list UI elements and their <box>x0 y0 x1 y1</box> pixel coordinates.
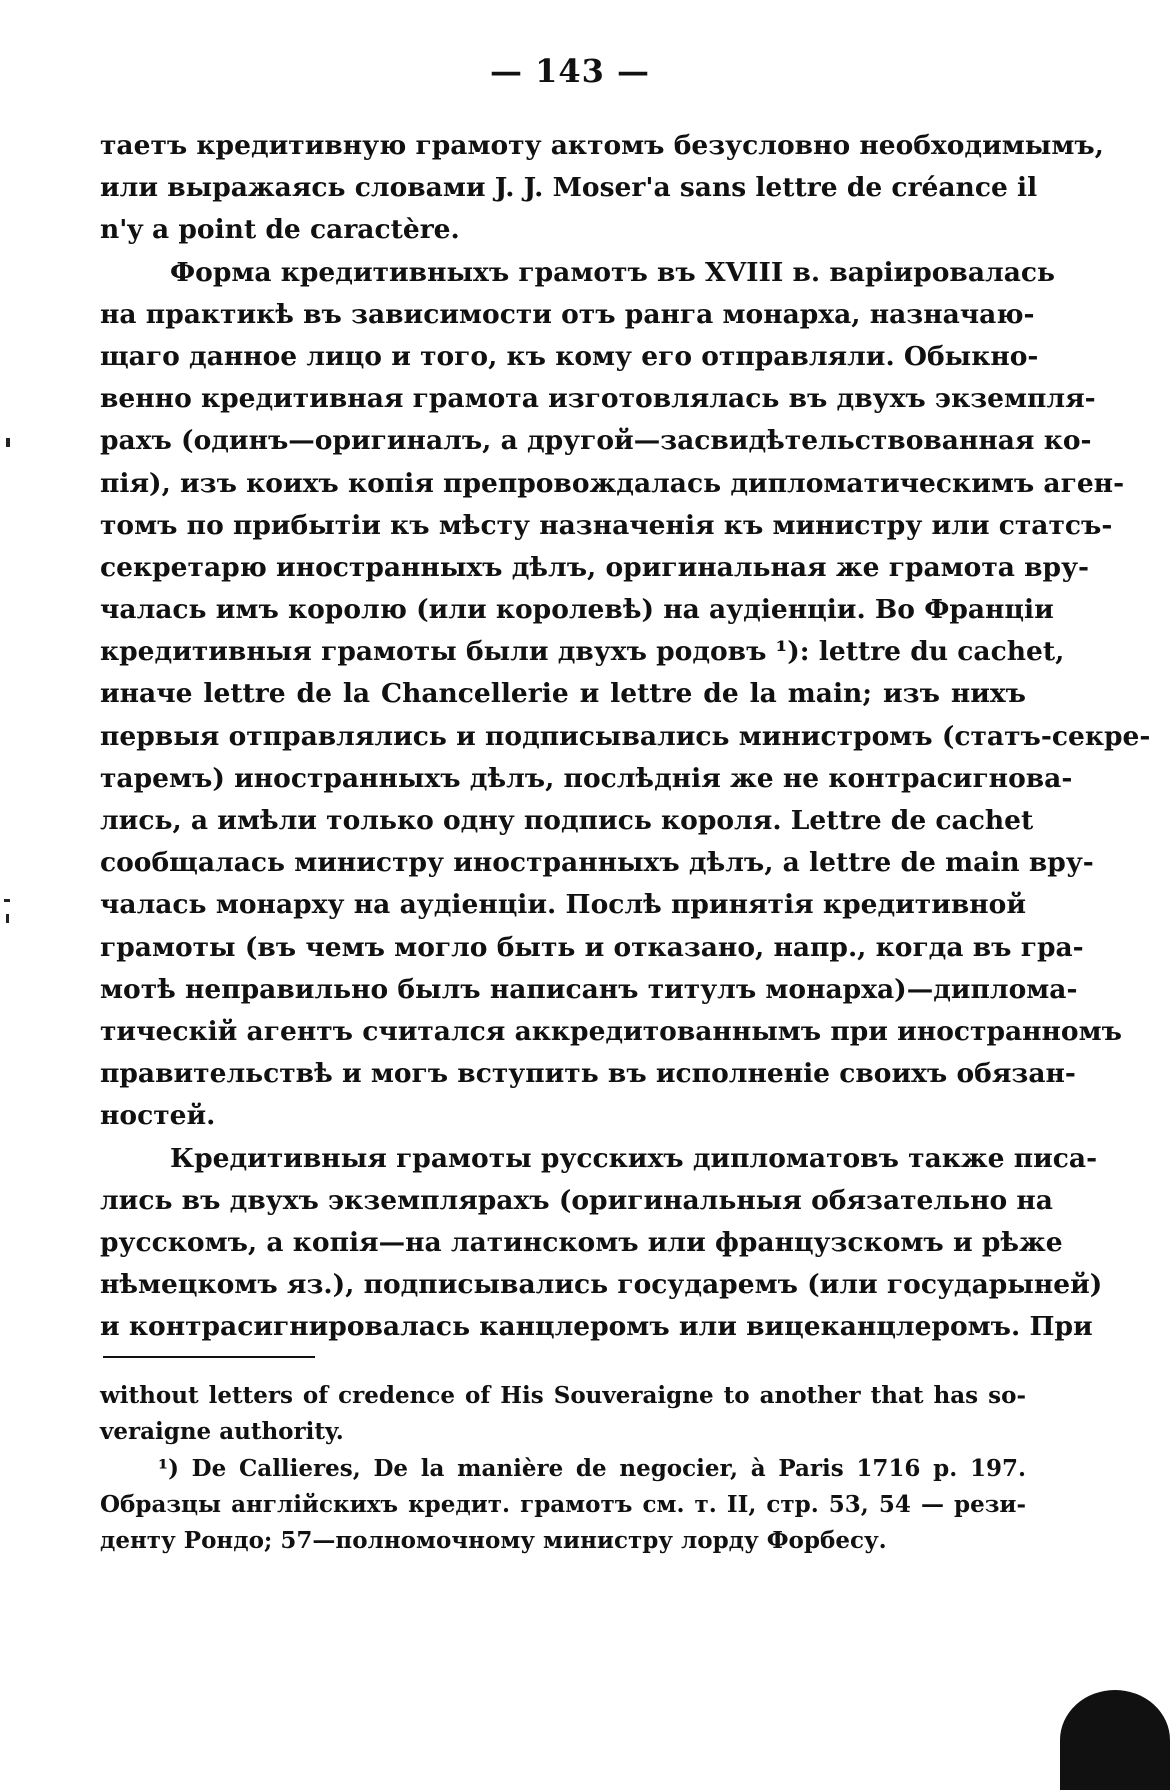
text-line: первыя отправлялись и подписывались министромъ (статъ-секре- <box>100 720 1151 752</box>
text-line: рахъ (одинъ—оригиналъ, а другой—засвидѣтельствованная ко- <box>100 425 1092 457</box>
footnote-separator <box>103 1356 315 1358</box>
text-line: щаго данное лицо и того, къ кому его отправляли. Обыкно- <box>100 340 1039 372</box>
footnotes <box>100 1378 1026 1559</box>
main-text <box>100 125 1151 1348</box>
scan-thumb-shadow <box>1060 1690 1170 1790</box>
text-line: на практикѣ въ зависимости отъ ранга монарха, назначаю- <box>100 298 1035 330</box>
text-line: секретарю иностранныхъ дѣлъ, оригинальная же грамота вру- <box>100 551 1090 583</box>
text-line: венно кредитивная грамота изготовлялась въ двухъ экземпля- <box>100 383 1096 415</box>
text-line: таетъ кредитивную грамоту актомъ безусловно необходимымъ, <box>100 130 1104 161</box>
text-line: или выражаясь словами J. J. Moser'a sans lettre de créance il <box>100 172 1038 204</box>
text-line: тическій агентъ считался аккредитованнымъ при иностранномъ <box>100 1015 1122 1047</box>
text-line: грамоты (въ чемъ могло быть и отказано, напр., когда въ гра- <box>100 931 1084 963</box>
text-line: русскомъ, а копія—на латинскомъ или французскомъ и рѣже <box>100 1226 1063 1258</box>
text-line: сообщалась министру иностранныхъ дѣлъ, а lettre de main вру- <box>100 847 1094 879</box>
footnote-line: денту Рондо; 57—полномочному министру лорду Форбесу. <box>100 1527 887 1555</box>
text-line: ностей. <box>100 1100 216 1132</box>
text-line: пія), изъ коихъ копія препровождалась дипломатическимъ аген- <box>100 467 1125 499</box>
footnote-line: without letters of credence of His Souveraigne to another that has so- <box>100 1382 1026 1409</box>
text-line: томъ по прибытіи къ мѣсту назначенія къ министру или статсъ- <box>100 509 1113 541</box>
footnote-line: veraigne authority. <box>100 1418 344 1446</box>
text-line: нѣмецкомъ яз.), подписывались государемъ (или государыней) <box>100 1269 1103 1301</box>
footnote-line: ¹) De Callieres, De la manière de negocier, à Paris 1716 p. 197. <box>158 1454 1026 1482</box>
text-line: таремъ) иностранныхъ дѣлъ, послѣднія же не контрасигнова- <box>100 762 1073 794</box>
text-line: чалась имъ королю (или королевѣ) на аудіенціи. Во Франціи <box>100 594 1054 626</box>
margin-speck <box>4 899 10 902</box>
text-line: лись, а имѣли только одну подпись короля. Lettre de cachet <box>100 805 1034 836</box>
paragraph-start-line: Кредитивныя грамоты русскихъ дипломатовъ также писа- <box>170 1142 1098 1174</box>
text-line: n'y a point de caractère. <box>100 214 460 246</box>
text-line: иначе lettre de la Chancellerie и lettre de la main; изъ нихъ <box>100 678 1026 710</box>
text-line: кредитивныя грамоты были двухъ родовъ ¹): lettre du cachet, <box>100 636 1065 668</box>
text-line: чалась монарху на аудіенціи. Послѣ принятія кредитивной <box>100 889 1026 921</box>
margin-speck <box>6 438 10 447</box>
margin-speck <box>6 914 9 923</box>
paragraph-start-line: Форма кредитивныхъ грамотъ въ XVIII в. варіировалась <box>170 256 1055 288</box>
text-line: мотѣ неправильно былъ написанъ титулъ монарха)—диплома- <box>100 973 1078 1005</box>
text-line: и контрасигнировалась канцлеромъ или вицеканцлеромъ. При <box>100 1311 1093 1343</box>
text-line: правительствѣ и могъ вступить въ исполненіе своихъ обязан- <box>100 1058 1076 1090</box>
footnote-line: Образцы англійскихъ кредит. грамотъ см. т. II, стр. 53, 54 — рези- <box>100 1490 1026 1518</box>
text-line: лись въ двухъ экземплярахъ (оригинальныя обязательно на <box>100 1184 1053 1216</box>
page-number: — 143 — <box>489 52 651 90</box>
